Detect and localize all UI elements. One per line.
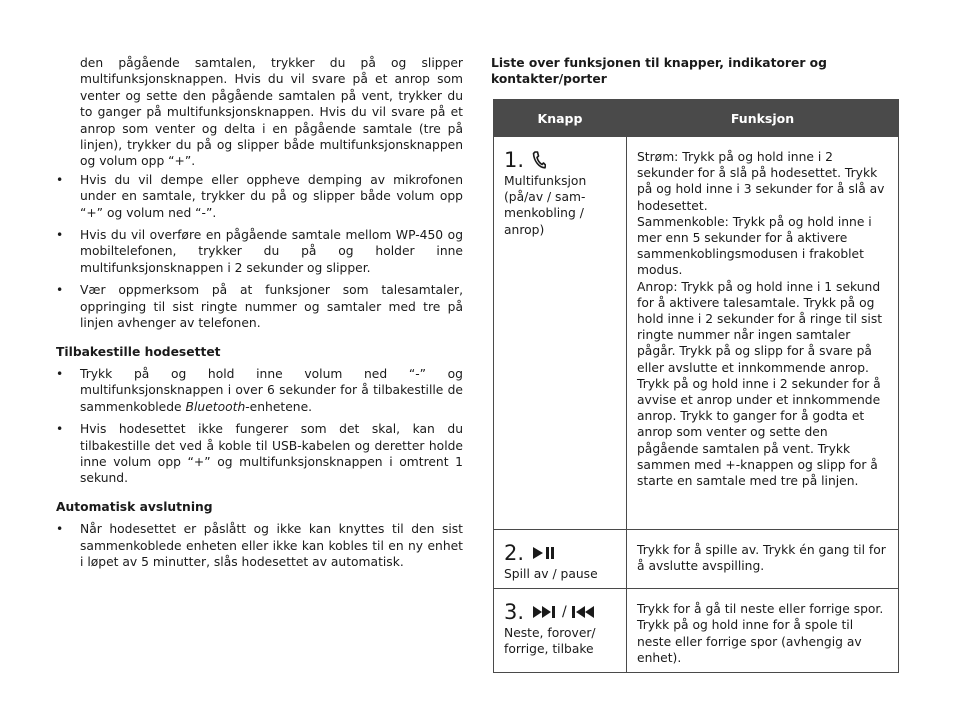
list-item — [56, 521, 463, 570]
bullet-mark: • — [56, 522, 64, 537]
button-number-line — [504, 540, 618, 566]
button-number: 1. — [504, 148, 525, 172]
right-column — [491, 55, 901, 665]
bullet-mark: • — [56, 172, 64, 187]
function-cell: Strøm: Trykk på og hold inne i 2 sekunder for å slå på hodesettet. Trykk på og hold inne i 3 sekunder for å slå av hodesettet. Sammenkoble: Trykk på og hold inne i mer enn 5 sekunder for å aktivere sammenkoblingsmodusen i frakoblet modus. Anrop: Trykk på og hold inne i 1 sekund for å aktivere talesamtale. Trykk på og hold inne i 2 sekunder for å ringe til sist ringte nummer når ingen samtaler pågår. Trykk på og slipp for å svare på eller avslutte et innkommende anrop. Trykk på og hold inne i 2 sekunder for å avvise et anrop under et innkommende anrop. Trykk to ganger for å godta et anrop som venter og sette den pågående samtalen på vent. Trykk sammen med +-knappen og slipp for å starte en samtale med tre på linjen. — [627, 137, 899, 530]
function-cell: Trykk for å gå til neste eller forrige spor. Trykk på og hold inne for å spole til neste eller forrige spor (avhengig av enhet). — [627, 589, 899, 673]
button-number-line — [504, 147, 618, 173]
bullet-text: Når hodesettet er påslått og ikke kan knyttes til den sist sammenkoblede enheten eller ikke kan kobles til en ny enhet i løpet av 5 minutter, slås hodesettet av automatisk. — [80, 522, 463, 569]
button-label: Multifunksjon (på/av / sam-menkobling / anrop) — [504, 174, 587, 237]
bullet-mark: • — [56, 283, 64, 298]
left-column — [56, 55, 463, 576]
previous-track-icon — [571, 605, 597, 619]
list-item — [56, 421, 463, 487]
table-header-row — [494, 100, 899, 137]
play-pause-icon — [532, 546, 556, 560]
button-number-line — [504, 599, 618, 625]
phone-icon — [532, 151, 546, 169]
bullet-text-after: -enhetene. — [245, 399, 313, 414]
button-cell — [494, 137, 627, 530]
icon-separator: / — [562, 604, 567, 621]
table-title: Liste over funksjonen til knapper, indikatorer og kontakter/porter — [491, 56, 827, 86]
bullet-text: Hvis hodesettet ikke fungerer som det skal, kan du tilbakestille det ved å koble til USB-kabelen og deretter holde inne volum opp “+” og multifunksjonsknappen i omtrent 1 sekund. — [80, 422, 463, 486]
bullet-mark: • — [56, 366, 64, 381]
list-item — [56, 172, 463, 221]
button-function-table — [493, 99, 899, 673]
table-row — [494, 530, 899, 589]
bullet-text-before: Trykk på og hold inne volum ned “-” og multifunksjonsknappen i over 6 sekunder for å tilbakestille de sammenkoblede — [80, 366, 463, 414]
function-cell: Trykk for å spille av. Trykk én gang til for å avslutte avspilling. — [627, 530, 899, 589]
list-item — [56, 366, 463, 415]
bluetooth-term: Bluetooth — [185, 399, 246, 414]
table-row — [494, 589, 899, 673]
list-item — [56, 282, 463, 331]
reset-heading: Tilbakestille hodesettet — [56, 344, 221, 359]
bullet-mark: • — [56, 422, 64, 437]
button-cell — [494, 530, 627, 589]
header-knapp: Knapp — [494, 100, 627, 137]
next-track-icon — [532, 605, 558, 619]
auto-off-heading: Automatisk avslutning — [56, 499, 213, 514]
bullet-mark: • — [56, 228, 64, 243]
intro-paragraph: den pågående samtalen, trykker du på og slipper multifunksjonsknappen. Hvis du vil svare på et anrop som venter og sette den pågående samtalen på vent, trykker du to ganger på multifunksjonsknappen. Hvis du vil svare på et anrop som venter og delta i en pågående samtale (tre på linjen), trykker du på og slipper både multifunksjonsknappen og volum opp “+”. — [80, 56, 463, 169]
bullet-text: Hvis du vil dempe eller oppheve demping av mikrofonen under en samtale, trykker du på og slipper både volum opp “+” og volum ned “-”. — [80, 172, 463, 220]
bullet-text: Vær oppmerksom på at funksjoner som talesamtaler, oppringing til sist ringte nummer og samtaler med tre på linjen avhenger av telefonen. — [80, 283, 463, 331]
header-funksjon: Funksjon — [627, 100, 899, 137]
call-bullets — [56, 172, 463, 332]
list-item — [56, 227, 463, 276]
button-number: 2. — [504, 541, 525, 565]
button-cell — [494, 589, 627, 673]
button-number: 3. — [504, 600, 525, 625]
button-label: Neste, forover/ forrige, tilbake — [504, 626, 596, 657]
bullet-text: Hvis du vil overføre en pågående samtale mellom WP-450 og mobiltelefonen, trykker du på og holder inne multifunksjonsknappen i 2 sekunder og slipper. — [80, 228, 463, 275]
button-label: Spill av / pause — [504, 567, 598, 581]
table-row — [494, 137, 899, 530]
